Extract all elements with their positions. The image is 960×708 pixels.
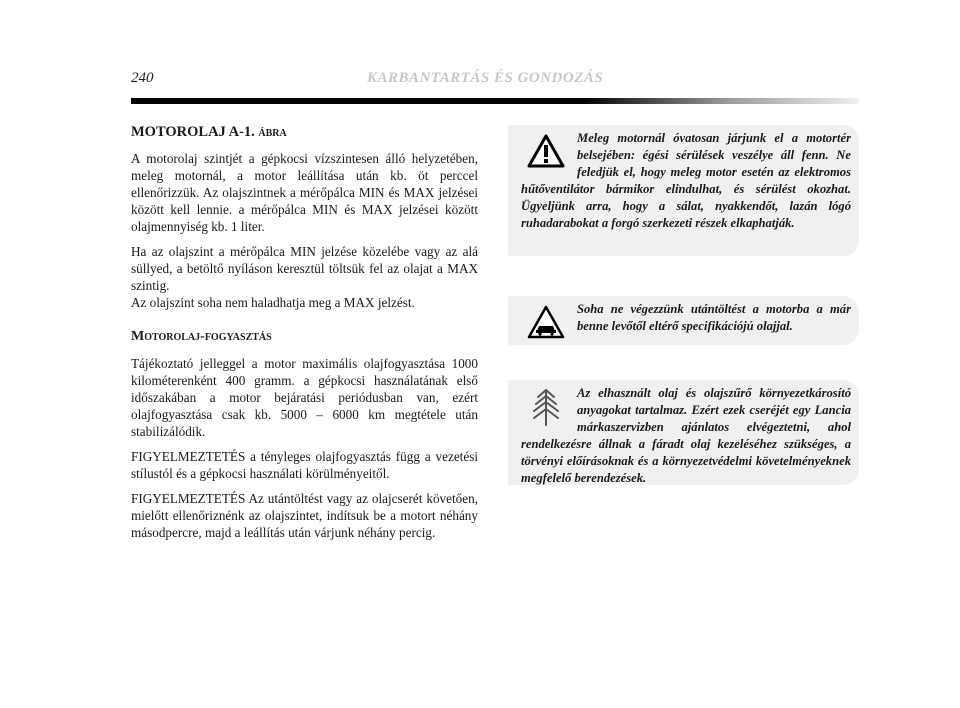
environment-notice-callout <box>508 380 859 485</box>
running-title: KARBANTARTÁS ÉS GONDOZÁS <box>367 70 604 86</box>
hot-engine-warning-text: Meleg motornál óvatosan járjunk el a motortér belsejében: égési sérülések veszélye áll fenn. Ne feledjük el, hogy meleg motor esetén az elektromos hűtőventilátor bármikor elindulhat, és sérülést okozhat. Ügyeljünk arra, hogy a sálat, nyakkendőt, lazán lógó ruhadarabokat a forgó szerkezeti részek elkaphatják. <box>521 131 851 230</box>
car-caution-icon <box>521 303 571 341</box>
paragraph-consumption: Tájékoztató jelleggel a motor maximális olajfogyasztása 1000 kilométerenként 400 gramm. a gépkocsi használatának első időszakában a motor bejáratási periódusban van, ezért olajfogyasztása csak kb. 5000 – 6000 km megtétele után stabilizálódik. <box>131 356 478 439</box>
section-heading: MOTOROLAJ A-1. ábra <box>131 124 287 140</box>
warning-triangle-icon <box>521 132 571 170</box>
tree-environment-icon <box>521 387 571 427</box>
paragraph-oil-level: A motorolaj szintjét a gépkocsi vízszintesen álló helyzetében, meleg motornál, a motor leállítása után kb. öt perccel ellenőrizzük. Az olajszintnek a mérőpálca MIN és MAX jelzései között kell lennie. a mérőpálca MIN és MAX jelzései között olajmennyiség kb. 1 liter. <box>131 151 478 234</box>
paragraph-warning-driving-style: FIGYELMEZTETÉS a tényleges olajfogyasztás függ a vezetési stílustól és a gépkocsi használati körülményeitől. <box>131 449 478 481</box>
oil-spec-caution-callout <box>508 296 859 345</box>
header-rule <box>131 98 859 104</box>
paragraph-refill: Ha az olajszint a mérőpálca MIN jelzése közelébe vagy az alá süllyed, a betöltő nyíláson keresztül töltsük fel az olajat a MAX szintig. <box>131 244 478 293</box>
paragraph-max-limit: Az olajszint soha nem haladhatja meg a MAX jelzést. <box>131 295 415 310</box>
environment-notice-text: Az elhasznált olaj és olajszűrő környezetkárosító anyagokat tartalmaz. Ezért ezek cseréjét egy Lancia márkaszervizben ajánlatos elvégeztetni, ahol rendelkezésre állnak a fáradt olaj kezeléséhez szükséges, a törvényi előírásoknak és a környezetvédelmi követelményeknek megfelelő berendezések. <box>521 386 851 485</box>
subsection-heading: Motorolaj-fogyasztás <box>131 329 272 344</box>
paragraph-warning-refill: FIGYELMEZTETÉS Az utántöltést vagy az olajcserét követően, mielőtt ellenőriznénk az olajszintet, indítsuk be a motort néhány másodpercre, majd a leállítás után várjunk néhány percig. <box>131 491 478 540</box>
oil-spec-caution-text: Soha ne végezzünk utántöltést a motorba a már benne levőtől eltérő specifikációjú olajjal. <box>577 302 851 333</box>
page-number: 240 <box>131 70 154 86</box>
hot-engine-warning-callout <box>508 125 859 256</box>
left-column <box>131 123 478 549</box>
